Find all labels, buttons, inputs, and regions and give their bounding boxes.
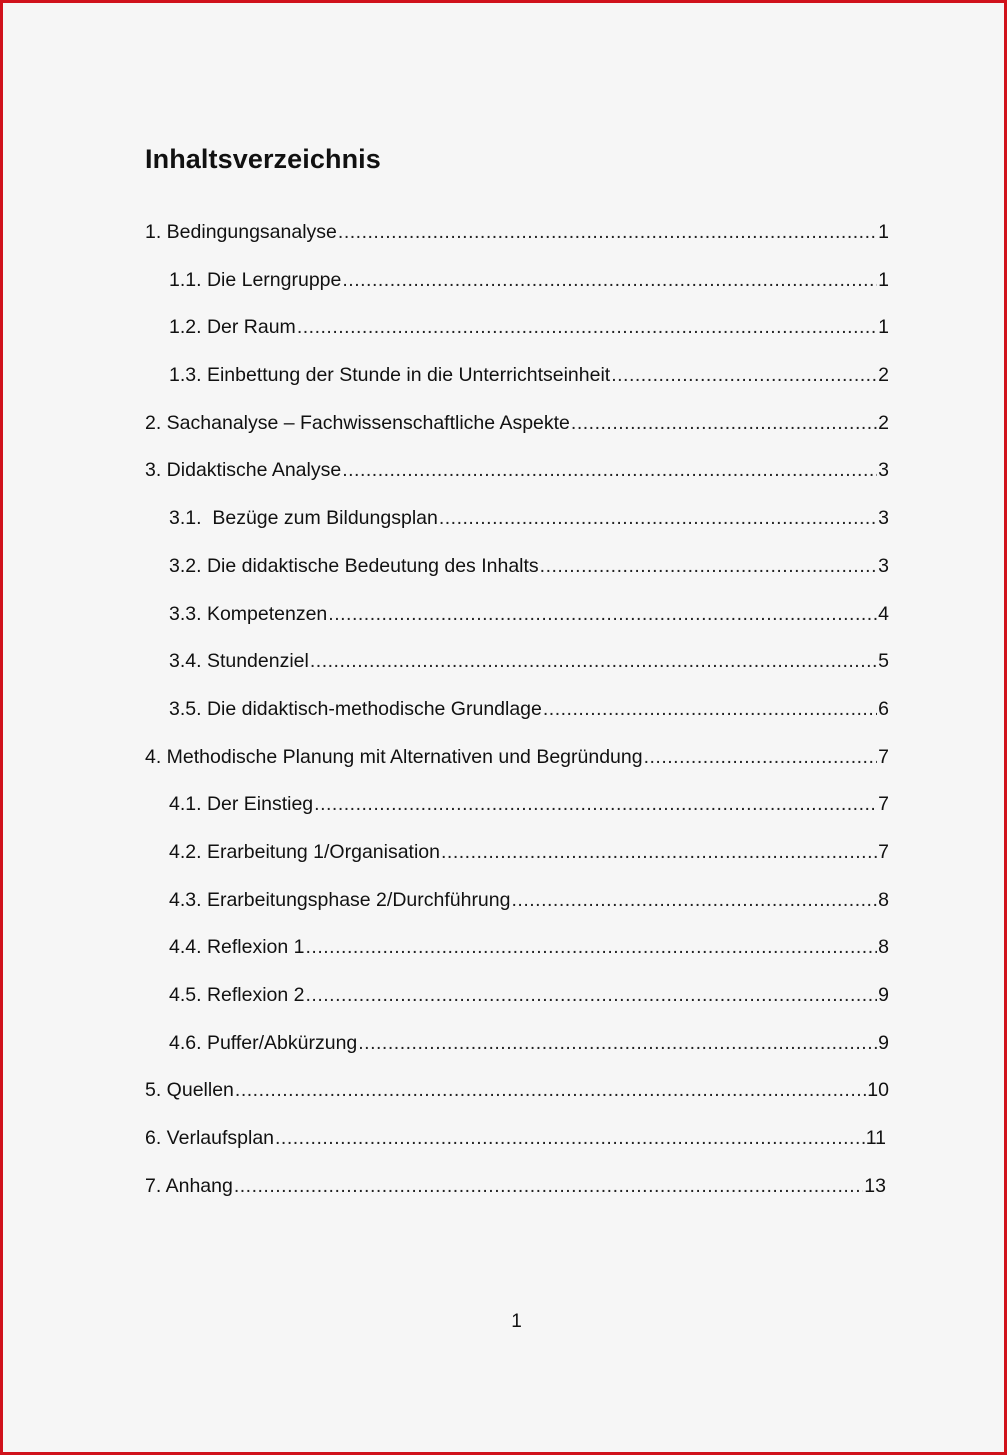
dot-leader	[342, 447, 877, 495]
dot-leader	[543, 686, 877, 734]
toc-entry-page: 9	[878, 984, 889, 1006]
toc-entry-3-3[interactable]	[145, 591, 889, 639]
toc-entry-4[interactable]	[145, 734, 889, 782]
toc-entry-page: 2	[878, 364, 889, 387]
toc-entry-4-2[interactable]	[145, 829, 889, 877]
toc-entry-label: 4. Methodische Planung mit Alternativen und Begründung	[145, 745, 643, 768]
dot-leader	[342, 257, 877, 305]
dot-leader	[310, 638, 877, 686]
table-of-contents	[145, 209, 889, 1210]
dot-leader	[358, 1020, 877, 1068]
toc-entry-4-1[interactable]	[145, 781, 889, 829]
toc-entry-1-2[interactable]	[145, 304, 889, 352]
toc-entry-label: 2. Sachanalyse – Fachwissenschaftliche Aspekte	[145, 411, 570, 434]
dot-leader	[540, 543, 877, 591]
toc-entry-page: 3	[878, 507, 889, 530]
toc-entry-label: 4.2. Erarbeitung 1/Organisation	[169, 840, 441, 863]
toc-entry-label: 6. Verlaufsplan	[145, 1127, 275, 1150]
toc-entry-3[interactable]	[145, 447, 889, 495]
toc-entry-label: 3.2. Die didaktische Bedeutung des Inhalts	[169, 554, 539, 577]
toc-entry-label: 1.2. Der Raum	[169, 316, 296, 339]
toc-title: Inhaltsverzeichnis	[145, 144, 381, 174]
dot-leader	[571, 400, 877, 448]
toc-entry-2[interactable]	[145, 400, 889, 448]
toc-entry-label: 4.6. Puffer/Abkürzung	[169, 1031, 358, 1054]
toc-entry-page: 9	[878, 1031, 889, 1054]
toc-entry-page: 1	[878, 316, 889, 339]
toc-entry-3-4[interactable]	[145, 638, 889, 686]
page-number: 1	[511, 1311, 522, 1332]
toc-entry-6[interactable]	[145, 1115, 889, 1163]
dot-leader	[314, 781, 877, 829]
toc-entry-7[interactable]	[145, 1163, 889, 1211]
dot-leader	[338, 209, 877, 257]
toc-entry-page: 7	[878, 840, 889, 863]
dot-leader	[644, 734, 878, 782]
toc-entry-page: 1	[878, 268, 889, 291]
dot-leader	[306, 924, 878, 972]
dot-leader	[234, 1163, 863, 1211]
toc-entry-label: 4.3. Erarbeitungsphase 2/Durchführung	[169, 888, 511, 911]
toc-entry-4-4[interactable]	[145, 924, 889, 972]
dot-leader	[297, 304, 877, 352]
toc-entry-page: 7	[878, 793, 889, 816]
toc-entry-page: 3	[878, 554, 889, 577]
toc-entry-4-5[interactable]	[145, 972, 889, 1020]
dot-leader	[611, 352, 877, 400]
toc-entry-label: 3. Didaktische Analyse	[145, 459, 342, 482]
toc-entry-label: 1. Bedingungsanalyse	[145, 221, 337, 243]
toc-entry-1-1[interactable]	[145, 257, 889, 305]
toc-entry-page: 2	[878, 411, 889, 434]
toc-entry-label: 3.3. Kompetenzen	[169, 602, 328, 625]
toc-entry-page: 4	[878, 602, 889, 625]
toc-entry-3-2[interactable]	[145, 543, 889, 591]
toc-entry-1[interactable]	[145, 209, 889, 257]
toc-entry-page: 5	[878, 650, 889, 673]
toc-entry-page: 7	[878, 745, 889, 768]
toc-entry-label: 4.4. Reflexion 1	[169, 936, 305, 959]
toc-entry-3-1[interactable]	[145, 495, 889, 543]
toc-entry-label: 4.1. Der Einstieg	[169, 793, 314, 816]
dot-leader	[439, 495, 877, 543]
toc-entry-5[interactable]	[145, 1067, 889, 1115]
toc-entry-4-6[interactable]	[145, 1020, 889, 1068]
dot-leader	[328, 591, 877, 639]
dot-leader	[441, 829, 877, 877]
dot-leader	[511, 877, 877, 925]
toc-entry-label: 7. Anhang	[145, 1174, 233, 1197]
toc-entry-label: 3.1. Bezüge zum Bildungsplan	[169, 507, 438, 530]
toc-entry-label: 5. Quellen	[145, 1079, 234, 1102]
dot-leader	[275, 1115, 865, 1163]
toc-entry-label: 3.4. Stundenziel	[169, 650, 309, 673]
dot-leader	[235, 1067, 866, 1115]
toc-entry-page: 13	[864, 1174, 886, 1197]
toc-entry-4-3[interactable]	[145, 877, 889, 925]
toc-entry-label: 1.1. Die Lerngruppe	[169, 268, 342, 291]
toc-entry-label: 1.3. Einbettung der Stunde in die Unterrichtseinheit	[169, 364, 611, 387]
toc-entry-page: 10	[867, 1079, 889, 1102]
toc-entry-page: 8	[878, 936, 889, 959]
dot-leader	[306, 972, 878, 1020]
toc-entry-page: 3	[878, 459, 889, 482]
toc-entry-page: 8	[878, 888, 889, 911]
toc-entry-label: 4.5. Reflexion 2	[169, 984, 305, 1006]
toc-entry-3-5[interactable]	[145, 686, 889, 734]
toc-entry-1-3[interactable]	[145, 352, 889, 400]
toc-entry-page: 1	[878, 221, 889, 243]
toc-entry-page: 11	[865, 1127, 886, 1150]
toc-entry-label: 3.5. Die didaktisch-methodische Grundlage	[169, 697, 542, 720]
toc-entry-page: 6	[878, 697, 889, 720]
